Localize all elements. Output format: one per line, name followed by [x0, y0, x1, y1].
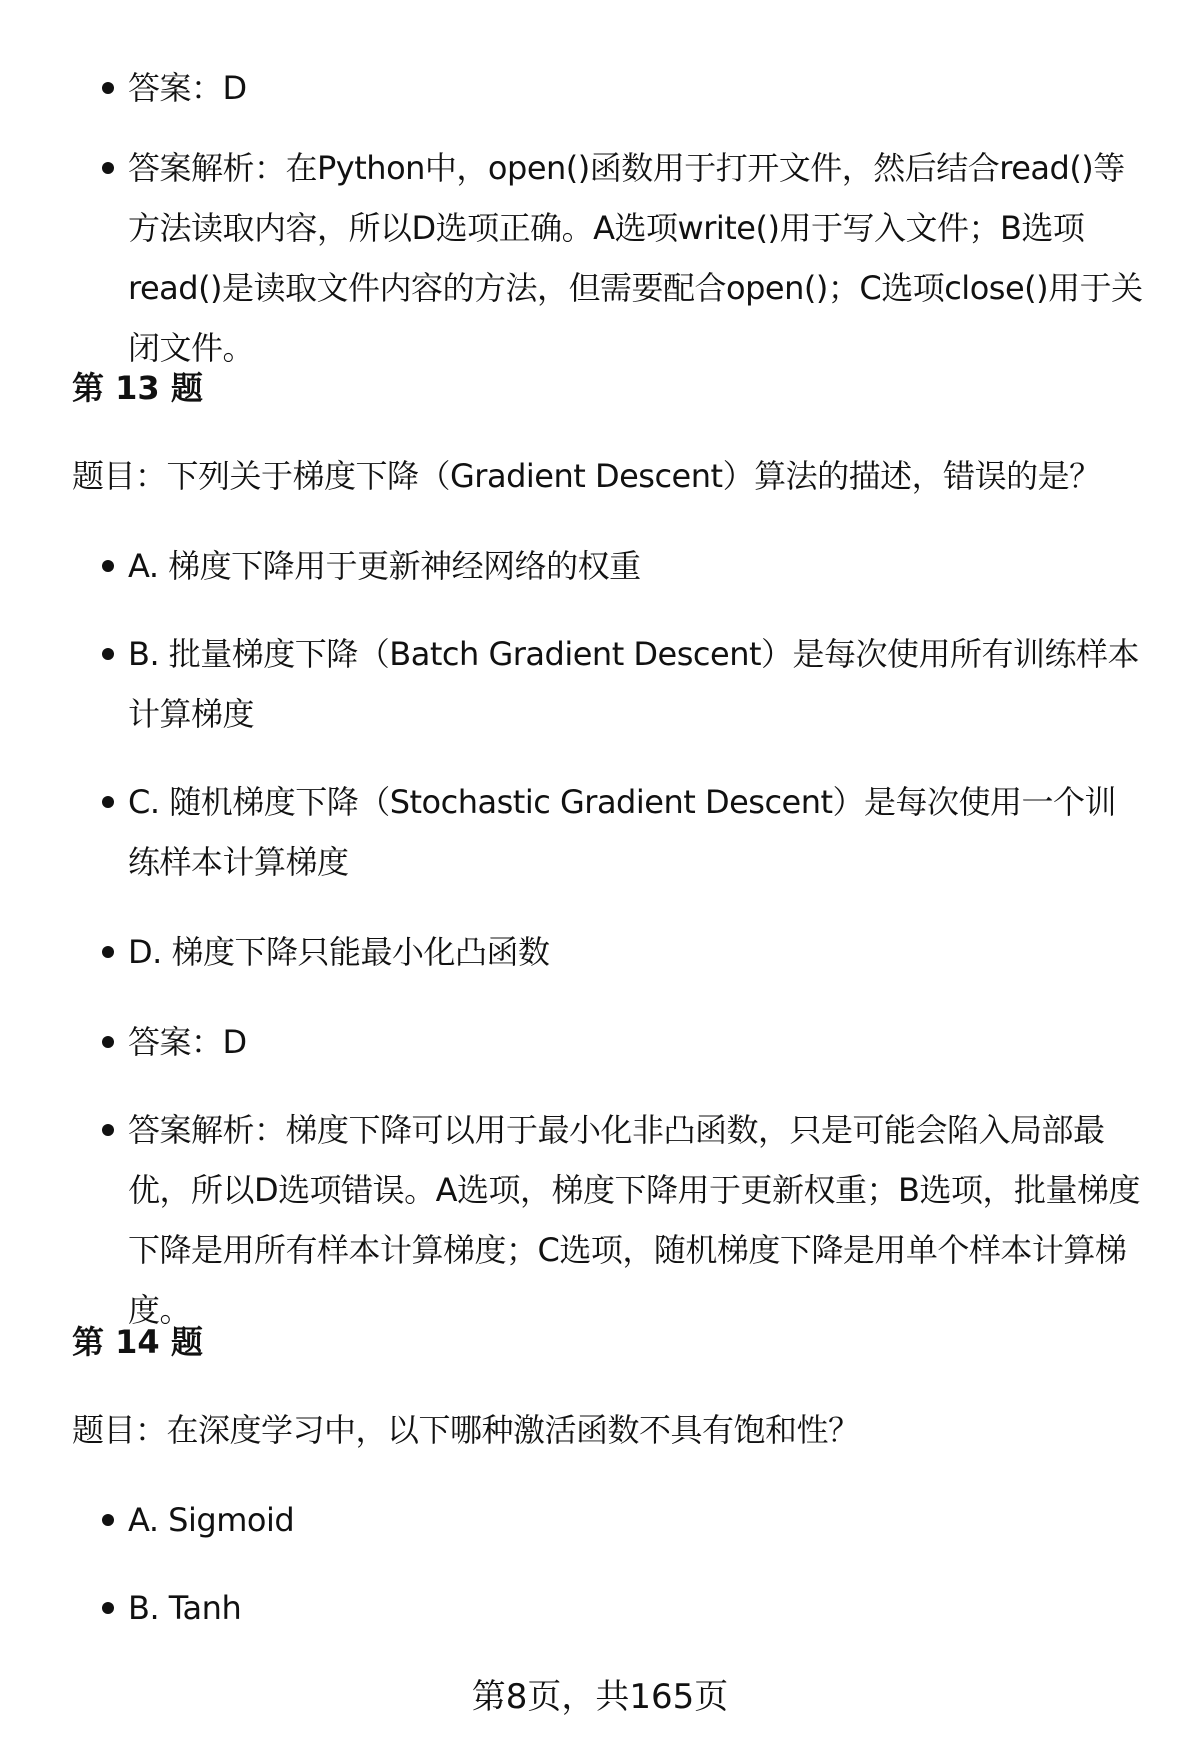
list-item-answer — [72, 1012, 1147, 1072]
bullet-icon — [102, 1124, 114, 1136]
list-item-explanation — [72, 1100, 1147, 1340]
option-text: A. Sigmoid — [128, 1501, 295, 1539]
question-text: 题目：下列关于梯度下降（Gradient Descent）算法的描述，错误的是？ — [72, 457, 1101, 495]
bullet-icon — [102, 82, 114, 94]
question-heading: 第 14 题 — [72, 1323, 203, 1361]
list-item-answer — [72, 58, 1147, 118]
bullet-icon — [102, 1514, 114, 1526]
list-item-explanation — [72, 138, 1147, 378]
question-text: 题目：在深度学习中，以下哪种激活函数不具有饱和性？ — [72, 1411, 860, 1449]
bullet-icon — [102, 560, 114, 572]
option-text: C. 随机梯度下降（Stochastic Gradient Descent）是每次使用一个训练样本计算梯度 — [128, 783, 1117, 881]
option-text: A. 梯度下降用于更新神经网络的权重 — [128, 547, 641, 585]
bullet-icon — [102, 1602, 114, 1614]
explanation-text: 答案解析：在Python中，open()函数用于打开文件，然后结合read()等方法读取内容，所以D选项正确。A选项write()用于写入文件；B选项read()是读取文件内容的方法，但需要配合open()；C选项close()用于关闭文件。 — [128, 149, 1143, 367]
option-text: D. 梯度下降只能最小化凸函数 — [128, 933, 550, 971]
list-item-option-c — [72, 772, 1147, 892]
page-number: 第8页，共165页 — [471, 1677, 729, 1717]
bullet-icon — [102, 796, 114, 808]
bullet-icon — [102, 162, 114, 174]
bullet-icon — [102, 1036, 114, 1048]
bullet-icon — [102, 946, 114, 958]
list-item-option-a — [72, 1490, 1147, 1550]
list-item-option-b — [72, 624, 1147, 744]
answer-text: 答案：D — [128, 69, 247, 107]
bullet-icon — [102, 648, 114, 660]
option-text: B. Tanh — [128, 1589, 242, 1627]
option-text: B. 批量梯度下降（Batch Gradient Descent）是每次使用所有训练样本计算梯度 — [128, 635, 1140, 733]
question-heading: 第 13 题 — [72, 369, 203, 407]
list-item-option-a — [72, 536, 1147, 596]
explanation-text: 答案解析：梯度下降可以用于最小化非凸函数，只是可能会陷入局部最优，所以D选项错误。A选项，梯度下降用于更新权重；B选项，批量梯度下降是用所有样本计算梯度；C选项，随机梯度下降是用单个样本计算梯度。 — [128, 1111, 1140, 1329]
list-item-option-b — [72, 1578, 1147, 1638]
answer-text: 答案：D — [128, 1023, 247, 1061]
list-item-option-d — [72, 922, 1147, 982]
